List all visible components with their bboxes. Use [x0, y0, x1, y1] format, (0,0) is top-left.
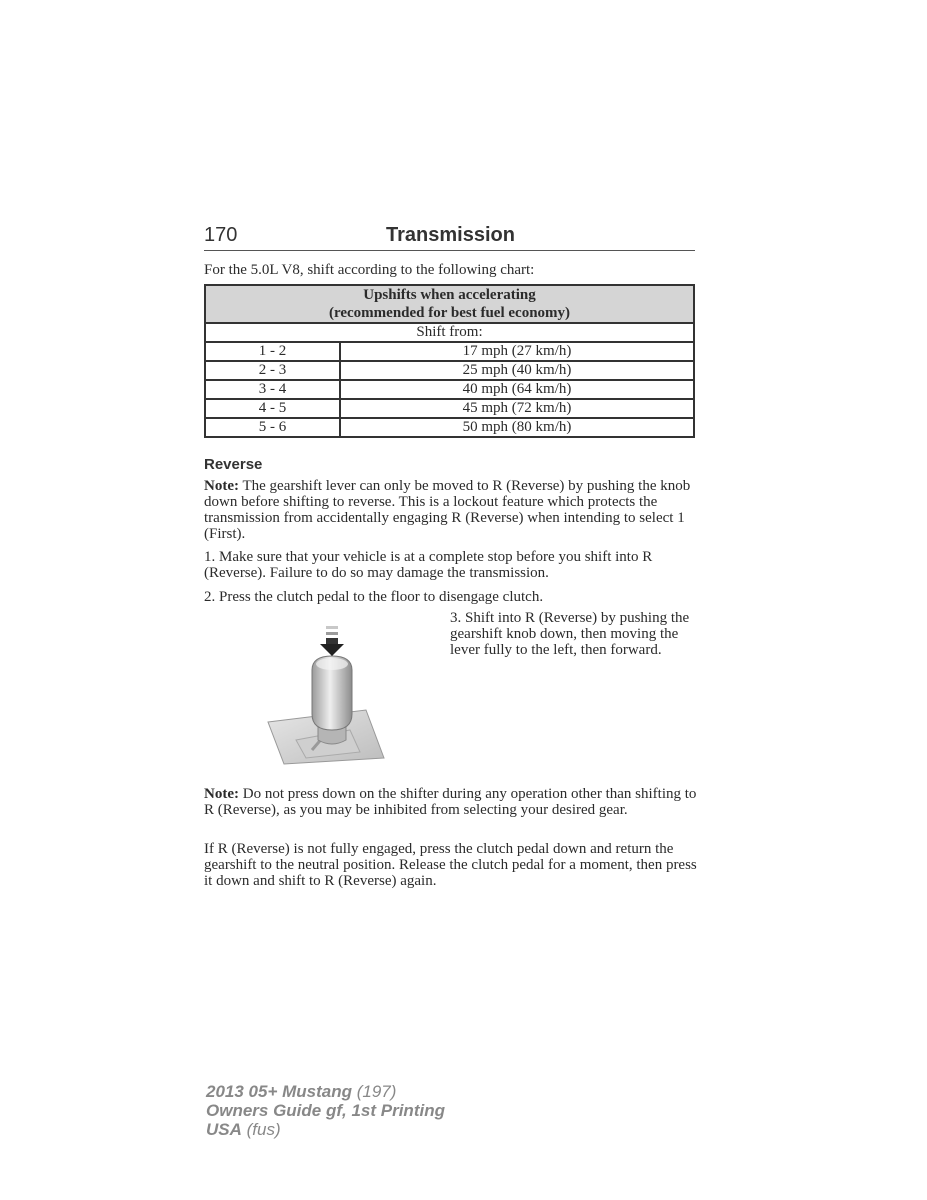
shift-cell: 4 - 5: [205, 399, 340, 418]
footer-line-3: [206, 1120, 445, 1139]
note-shifter: [204, 786, 699, 818]
upshift-table: [204, 284, 695, 438]
note-label: Note:: [204, 786, 239, 802]
speed-cell: 17 mph (27 km/h): [340, 342, 694, 361]
section-heading: Reverse: [204, 456, 263, 473]
footer-line-1: [206, 1082, 445, 1101]
footer-model-code: (197): [352, 1082, 397, 1101]
page-number: 170: [204, 224, 238, 246]
note-text: Do not press down on the shifter during any operation other than shifting to R (Reverse), as you may be inhibited from selecting your desired gear.: [204, 786, 697, 818]
table-row: [205, 399, 694, 418]
footer-model: 2013 05+ Mustang: [206, 1082, 352, 1101]
table-subheader-row: [205, 323, 694, 342]
table-row: [205, 361, 694, 380]
table-title: [205, 285, 694, 323]
footer-line-2: Owners Guide gf, 1st Printing: [206, 1101, 445, 1120]
shift-cell: 3 - 4: [205, 380, 340, 399]
footer-region: USA: [206, 1120, 242, 1139]
page-header: [204, 224, 695, 251]
note-lockout: [204, 478, 699, 542]
footer: [206, 1082, 445, 1139]
shift-cell: 5 - 6: [205, 418, 340, 437]
table-subheader: Shift from:: [205, 323, 694, 342]
speed-cell: 45 mph (72 km/h): [340, 399, 694, 418]
speed-cell: 25 mph (40 km/h): [340, 361, 694, 380]
gearshift-push-down-icon: [262, 622, 392, 770]
step-2: 2. Press the clutch pedal to the floor to disengage clutch.: [204, 589, 544, 605]
footer-region-code: (fus): [241, 1120, 281, 1139]
note-text: The gearshift lever can only be moved to R (Reverse) by pushing the knob down before shifting to reverse. This is a lockout feature which protects the transmission from accidentally engaging R (Reverse) when intending to select 1 (First).: [204, 478, 691, 542]
intro-text: For the 5.0L V8, shift according to the following chart:: [204, 262, 535, 278]
speed-cell: 50 mph (80 km/h): [340, 418, 694, 437]
table-row: [205, 380, 694, 399]
shift-cell: 2 - 3: [205, 361, 340, 380]
note-label: Note:: [204, 478, 239, 494]
table-row: [205, 342, 694, 361]
shift-cell: 1 - 2: [205, 342, 340, 361]
table-title-line1: Upshifts when accelerating: [363, 287, 536, 303]
speed-cell: 40 mph (64 km/h): [340, 380, 694, 399]
table-header-row: [205, 285, 694, 323]
step-3: 3. Shift into R (Reverse) by pushing the gearshift knob down, then moving the lever fully to the left, then forward.: [450, 610, 690, 658]
final-paragraph: If R (Reverse) is not fully engaged, press the clutch pedal down and return the gearshift to the neutral position. Release the clutch pedal for a moment, then press it down and shift to R (Reverse) again.: [204, 841, 697, 889]
table-row: [205, 418, 694, 437]
table-title-line2: (recommended for best fuel economy): [328, 305, 571, 321]
page-title: Transmission: [386, 224, 515, 246]
step-1: 1. Make sure that your vehicle is at a complete stop before you shift into R (Reverse). Failure to do so may damage the transmission.: [204, 549, 653, 581]
